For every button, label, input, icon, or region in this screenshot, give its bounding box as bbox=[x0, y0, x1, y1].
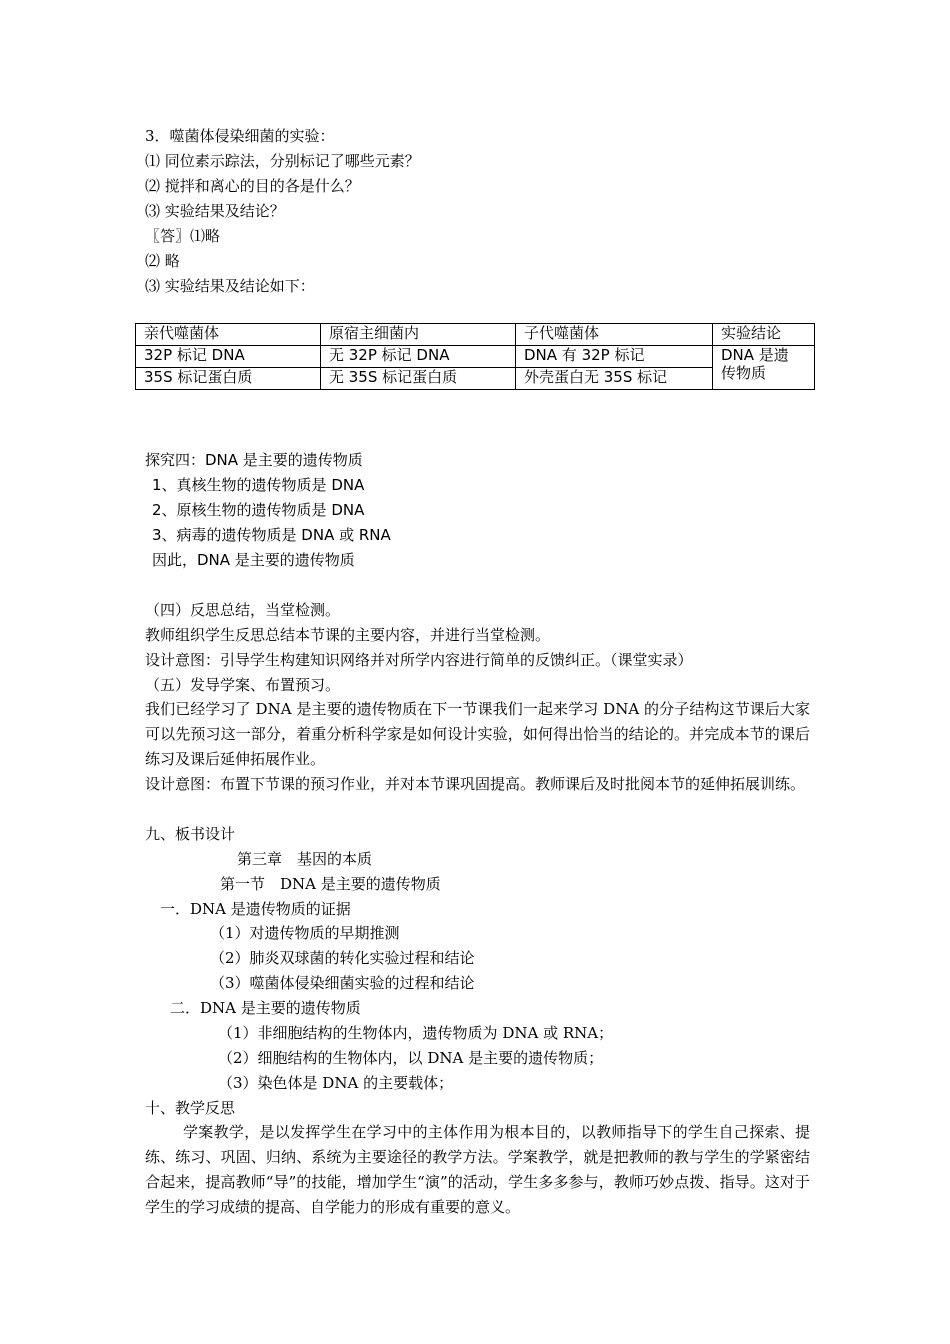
part5-paragraph: 我们已经学习了 DNA 是主要的遗传物质在下一节课我们一起来学习 DNA 的分子结构这节课后大家可以先预习这一部分，着重分析科学家是如何设计实验，如何得出恰当的结论的。并完成本节的课后练习及课后延伸拓展作业。 bbox=[145, 700, 810, 768]
board-chapter: 第三章 基因的本质 bbox=[237, 850, 373, 868]
table-header-cell: 子代噬菌体 bbox=[516, 324, 713, 346]
board-h2-item: （3）染色体是 DNA 的主要载体； bbox=[218, 1074, 454, 1092]
explore4-conclusion: 因此，DNA 是主要的遗传物质 bbox=[152, 551, 355, 569]
board-h2-item: （2）细胞结构的生物体内，以 DNA 是主要的遗传物质； bbox=[218, 1049, 604, 1067]
table-cell: 32P 标记 DNA bbox=[136, 346, 321, 368]
table-header-cell: 亲代噬菌体 bbox=[136, 324, 321, 346]
reflection-title: 十、教学反思 bbox=[145, 1099, 236, 1117]
conclusion-line-1: DNA 是遗 bbox=[721, 346, 789, 364]
table-cell: 无 32P 标记 DNA bbox=[321, 346, 516, 368]
part5-intent: 设计意图：布置下节课的预习作业，并对本节课巩固提高。教师课后及时批阅本节的延伸拓展训练。 bbox=[145, 775, 806, 793]
part4-title: （四）反思总结，当堂检测。 bbox=[145, 601, 341, 619]
experiment-table bbox=[135, 323, 815, 390]
part5-title: （五）发导学案、布置预习。 bbox=[145, 676, 341, 694]
section3-answer-3: ⑶ 实验结果及结论如下： bbox=[145, 277, 315, 295]
board-heading-2: 二．DNA 是主要的遗传物质 bbox=[170, 999, 361, 1017]
board-title: 九、板书设计 bbox=[145, 825, 236, 843]
table-cell: DNA 有 32P 标记 bbox=[516, 346, 713, 368]
board-section: 第一节 DNA 是主要的遗传物质 bbox=[220, 875, 441, 893]
table-cell: 35S 标记蛋白质 bbox=[136, 368, 321, 390]
section3-answer-2: ⑵ 略 bbox=[145, 252, 180, 270]
section3-question-2: ⑵ 搅拌和离心的目的各是什么？ bbox=[145, 177, 360, 195]
part4-intent: 设计意图：引导学生构建知识网络并对所学内容进行简单的反馈纠正。（课堂实录） bbox=[145, 651, 693, 669]
conclusion-line-2: 传物质 bbox=[721, 364, 767, 382]
table-header-row bbox=[136, 324, 815, 346]
section3-answer-1: 〖答〗⑴略 bbox=[145, 227, 221, 245]
table-cell: 外壳蛋白无 35S 标记 bbox=[516, 368, 713, 390]
section3-question-3: ⑶ 实验结果及结论？ bbox=[145, 202, 285, 220]
table-header-cell: 实验结论 bbox=[713, 324, 815, 346]
explore4-item-1: 1、真核生物的遗传物质是 DNA bbox=[152, 476, 365, 494]
table-cell: 无 35S 标记蛋白质 bbox=[321, 368, 516, 390]
table-header-cell: 原宿主细菌内 bbox=[321, 324, 516, 346]
board-heading-1: 一．DNA 是遗传物质的证据 bbox=[160, 900, 351, 918]
table-conclusion-cell bbox=[713, 346, 815, 390]
board-h1-item: （1）对遗传物质的早期推测 bbox=[210, 924, 400, 942]
board-h2-item: （1）非细胞结构的生物体内，遗传物质为 DNA 或 RNA； bbox=[218, 1024, 614, 1042]
explore4-title: 探究四：DNA 是主要的遗传物质 bbox=[145, 451, 363, 469]
section3-title: 3．噬菌体侵染细菌的实验： bbox=[145, 127, 335, 145]
board-h1-item: （3）噬菌体侵染细菌实验的过程和结论 bbox=[210, 974, 475, 992]
reflection-paragraph: 学案教学，是以发挥学生在学习中的主体作用为根本目的，以教师指导下的学生自己探索、提练、练习、巩固、归纳、系统为主要途径的教学方法。学案教学，就是把教师的教与学生的学紧密结合起来，提高教师“导”的技能，增加学生“演”的活动，学生多多参与，教师巧妙点拨、指导。这对于学生的学习成绩的提高、自学能力的形成有重要的意义。 bbox=[145, 1123, 810, 1216]
explore4-item-3: 3、病毒的遗传物质是 DNA 或 RNA bbox=[152, 526, 391, 544]
board-h1-item: （2）肺炎双球菌的转化实验过程和结论 bbox=[210, 949, 475, 967]
section3-question-1: ⑴ 同位素示踪法，分别标记了哪些元素？ bbox=[145, 152, 420, 170]
table-row bbox=[136, 346, 815, 368]
part4-text: 教师组织学生反思总结本节课的主要内容，并进行当堂检测。 bbox=[145, 626, 551, 644]
explore4-item-2: 2、原核生物的遗传物质是 DNA bbox=[152, 501, 365, 519]
